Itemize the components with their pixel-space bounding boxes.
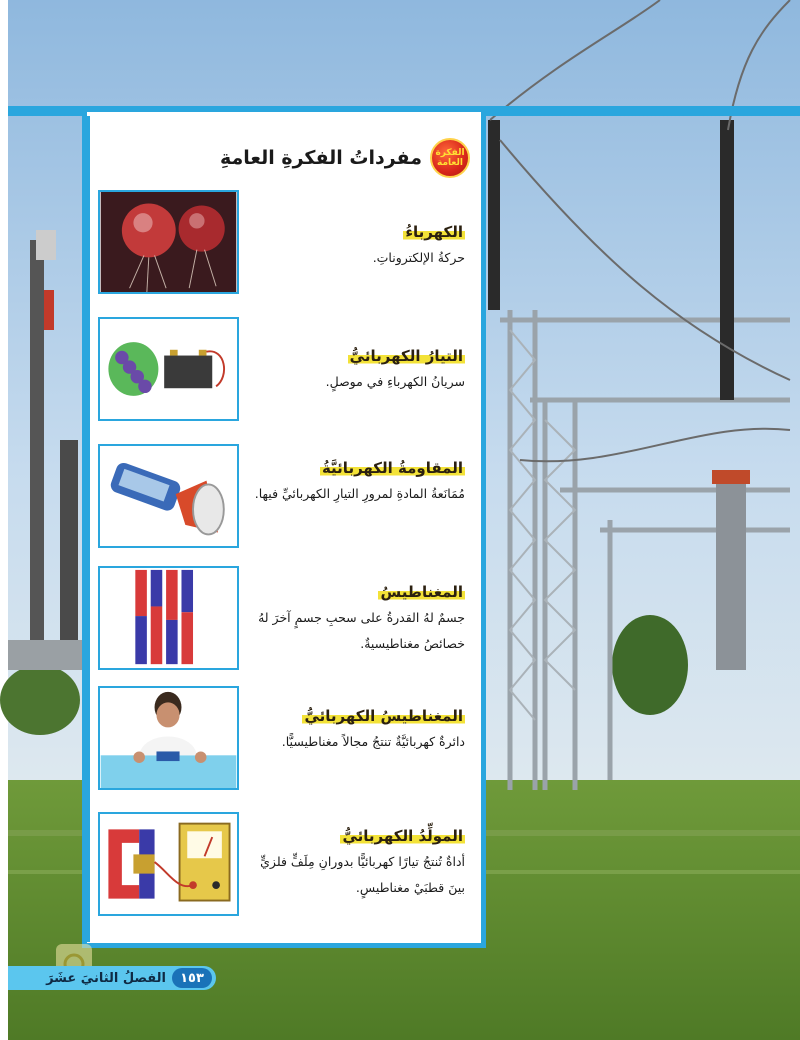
term-definition: مُمَانَعةُ المادةِ لمرورِ التيارِ الكهربائيِّ فيها. (254, 486, 465, 501)
flashlight-cutaway-icon (98, 444, 239, 548)
big-idea-badge-icon (430, 138, 470, 178)
term-electrical-resistance (243, 458, 465, 507)
term-electric-current (243, 346, 465, 395)
chapter-footer (8, 966, 216, 990)
section-header (190, 138, 470, 178)
term-definition: أداةٌ تُنتجُ تيارًا كهربائيًّا بدورانِ مِلَفٍّ فلزيٍّ بينَ قطبَيْ مغناطيسٍ. (260, 854, 465, 895)
badge-line-1: الفكرة (435, 148, 465, 158)
generator-meter-icon (98, 812, 239, 916)
term-electric-generator (243, 826, 465, 901)
page-title: مفرداتُ الفكرةِ العامةِ (219, 147, 422, 169)
term-title: الكهرباءُ (405, 223, 463, 241)
term-title: المولِّدُ الكهربائيُّ (342, 827, 463, 845)
chapter-label: الفصلُ الثانيَ عشَرَ (46, 970, 166, 986)
plasma-globes-icon (98, 190, 239, 294)
term-title: التيارُ الكهربائيُّ (349, 347, 463, 365)
term-title: المقاومةُ الكهربائيَّةُ (321, 459, 463, 477)
term-electromagnet (243, 706, 465, 755)
term-title: المغناطيسُ (380, 583, 463, 601)
term-definition: سريانُ الكهرباءِ في موصلٍ. (325, 374, 465, 389)
page-number: ١٥٣ (172, 968, 212, 988)
term-title: المغناطيسُ الكهربائيُّ (304, 707, 463, 725)
term-definition: دائرةٌ كهربائيَّةٌ تنتجُ مجالاً مغناطيسيًّا. (281, 734, 465, 749)
magnet-domains-icon (98, 566, 239, 670)
badge-line-2: العامة (437, 158, 463, 168)
term-definition: حركةُ الإلكتروناتِ. (372, 250, 465, 265)
battery-circuit-icon (98, 317, 239, 421)
boy-experiment-icon (98, 686, 239, 790)
term-magnet (243, 582, 465, 657)
term-definition: جسمٌ لهُ القدرةُ على سحبِ جسمٍ آخرَ لهُ خصائصُ مغناطيسيةٌ. (258, 610, 465, 651)
term-electricity (243, 222, 465, 271)
